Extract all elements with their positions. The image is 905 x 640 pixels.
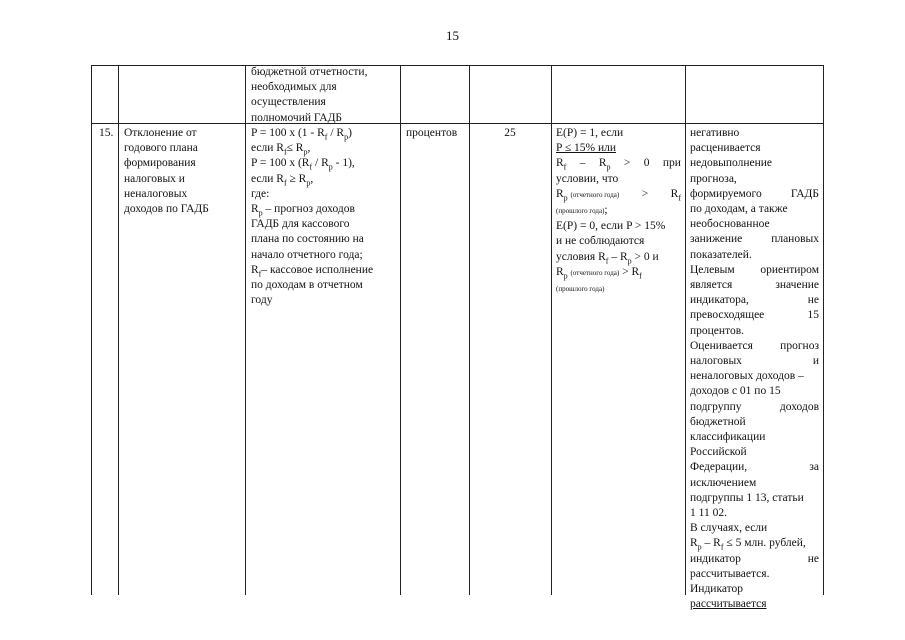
formula-line-11: по доходам в отчетном: [251, 279, 363, 292]
text-fragment: ): [348, 127, 352, 139]
subscript: f: [258, 269, 262, 279]
text-fragment: R: [556, 187, 564, 200]
condition-line-3: [556, 156, 681, 171]
subscript: p: [303, 147, 308, 157]
comment-line-12: [690, 293, 819, 308]
text-fragment: >: [623, 157, 631, 170]
text-fragment: 0: [643, 157, 650, 170]
subscript: p: [627, 255, 632, 265]
condition-line-2: P ≤ 15% или: [556, 142, 617, 155]
row-divider: [91, 123, 823, 124]
comment-line-3: недовыполнение: [690, 157, 773, 170]
comment-line-27: В случаях, если: [690, 522, 768, 535]
col-border-1: [118, 65, 119, 595]
subscript: p: [563, 271, 568, 281]
subscript: f: [678, 193, 681, 203]
text-fragment: индикатора,: [690, 294, 749, 307]
text-fragment: R: [251, 263, 259, 276]
text-fragment: (отчетного года): [570, 190, 620, 199]
text-fragment: R: [670, 187, 679, 200]
comment-line-6: по доходам, а также: [690, 203, 788, 216]
comment-line-16: [690, 354, 819, 369]
text-fragment: занижение: [690, 233, 743, 246]
condition-line-5: [556, 187, 681, 203]
subscript: f: [283, 177, 287, 187]
text-fragment: > 0 и: [634, 250, 659, 263]
calculation-formula: [251, 126, 397, 308]
subscript: p: [344, 132, 349, 142]
condition-line-9: [556, 250, 681, 265]
text-fragment: / R: [315, 157, 329, 170]
comment-line-13: [690, 308, 819, 323]
comment-line-2: расценивается: [690, 142, 761, 155]
text-fragment: P = 100 x (1 - R: [251, 127, 325, 139]
subscript: p: [328, 162, 333, 172]
text-fragment: ГАДБ: [790, 187, 819, 200]
text-fragment: и: [812, 355, 819, 368]
text-fragment: налоговых: [690, 355, 742, 368]
comment-line-23: [690, 460, 819, 475]
comment-line-19: [690, 400, 819, 415]
formula-line-6: [251, 202, 397, 217]
comment-line-18: доходов с 01 по 15: [690, 385, 781, 398]
col-border-4: [469, 65, 470, 595]
subscript: p: [306, 177, 311, 187]
text-fragment: индикатор: [690, 552, 741, 565]
subscript: p: [563, 193, 568, 203]
comment-line-32: рассчитывается: [690, 598, 767, 611]
col-border-5: [551, 65, 552, 595]
formula-line-3: [251, 156, 397, 171]
formula-line-8: плана по состоянию на: [251, 233, 364, 246]
text-fragment: Федерации,: [690, 461, 748, 474]
formula-line-9: начало отчетного года;: [251, 248, 363, 261]
subscript: p: [258, 208, 263, 218]
comment-line-11: [690, 278, 819, 293]
comment-line-14: процентов.: [690, 324, 744, 337]
text-fragment: формируемого: [690, 187, 762, 200]
formula-line-5: где:: [251, 187, 270, 200]
text-fragment: ≤ 5 млн. рублей,: [726, 537, 806, 550]
condition-line-8: и не соблюдаются: [556, 235, 645, 248]
formula-continuation: бюджетной отчетности, необходимых для осуществления полномочий ГАДБ: [251, 66, 368, 124]
text-fragment: не: [807, 294, 819, 307]
text-fragment: –: [579, 157, 586, 170]
text-fragment: – кассовое исполнение: [261, 263, 374, 276]
text-fragment: подгруппу: [690, 400, 742, 413]
text-fragment: плановых: [771, 233, 819, 246]
text-fragment: ;: [604, 204, 608, 217]
comment-line-28: [690, 536, 819, 551]
text-fragment: R: [251, 203, 259, 216]
subscript: p: [697, 542, 702, 552]
comment-line-30: рассчитывается.: [690, 567, 770, 580]
text-fragment: (прошлого года): [556, 207, 605, 216]
text-fragment: [556, 187, 619, 203]
subscript: f: [605, 255, 609, 265]
comment-line-26: 1 11 02.: [690, 507, 727, 520]
comment-line-9: показателей.: [690, 248, 752, 261]
text-fragment: 15: [807, 309, 819, 322]
text-fragment: [599, 156, 611, 171]
subscript: f: [324, 132, 328, 142]
text-fragment: [556, 156, 566, 171]
text-fragment: не: [807, 552, 819, 565]
text-fragment: за: [809, 461, 819, 474]
subscript: f: [309, 162, 313, 172]
text-fragment: является: [690, 279, 733, 292]
col-border-2: [245, 65, 246, 595]
col-border-6: [685, 65, 686, 595]
text-fragment: (отчетного года): [570, 268, 620, 277]
formula-line-10: [251, 263, 397, 278]
comment-line-17: неналоговых доходов –: [690, 370, 804, 383]
formula-line-4: [251, 172, 397, 187]
text-fragment: >: [641, 187, 649, 200]
comment-line-15: [690, 339, 819, 354]
comment-line-29: [690, 552, 819, 567]
text-fragment: R: [556, 265, 564, 278]
text-fragment: если R: [251, 172, 284, 185]
formula-line-7: ГАДБ для кассового: [251, 218, 350, 231]
text-fragment: Целевым: [690, 263, 735, 276]
comment-line-4: прогноза,: [690, 172, 737, 185]
condition-line-7: E(P) = 0, если P > 15%: [556, 220, 666, 233]
text-fragment: ,: [310, 172, 314, 185]
comment-cell: [690, 126, 819, 613]
comment-line-1: негативно: [690, 127, 740, 139]
comment-line-21: классификации: [690, 431, 766, 444]
page-number: 15: [446, 28, 459, 43]
condition-line-10: [556, 265, 681, 281]
col-border-7: [823, 65, 824, 595]
text-fragment: ≥ R: [289, 172, 307, 185]
text-fragment: условия R: [556, 250, 606, 263]
text-fragment: – прогноз доходов: [262, 203, 355, 216]
formula-line-2: [251, 141, 397, 156]
comment-line-10: [690, 263, 819, 278]
evaluation-condition: [556, 126, 681, 297]
text-fragment: [671, 187, 681, 203]
text-fragment: R: [556, 157, 564, 170]
text-fragment: P = 100 x (R: [251, 157, 310, 170]
condition-line-11: [556, 281, 681, 297]
text-fragment: превосходящее: [690, 309, 765, 322]
comment-line-31: Индикатор: [690, 583, 744, 596]
text-fragment: Оценивается: [690, 339, 753, 352]
indicator-name: Отклонение от годового плана формирования налоговых и неналоговых доходов по ГАДБ: [124, 127, 209, 216]
comment-line-20: бюджетной: [690, 415, 746, 428]
text-fragment: – R: [704, 537, 721, 550]
condition-line-6: [556, 203, 681, 219]
comment-line-5: [690, 187, 819, 202]
text-fragment: доходов: [779, 400, 819, 413]
text-fragment: ≤ R: [286, 142, 304, 155]
subscript: f: [563, 162, 567, 172]
text-fragment: (прошлого года): [556, 285, 605, 294]
comment-line-25: подгруппы 1 13, статьи: [690, 491, 804, 504]
text-fragment: – R: [611, 250, 628, 263]
text-fragment: ориентиром: [760, 263, 819, 276]
text-fragment: прогноз: [780, 339, 819, 352]
text-fragment: R: [598, 157, 607, 170]
subscript: f: [720, 542, 724, 552]
col-border-0: [91, 65, 92, 595]
formula-line-12: году: [251, 294, 273, 307]
max-score: 25: [504, 127, 516, 139]
subscript: p: [606, 162, 611, 172]
text-fragment: > R: [622, 265, 640, 278]
text-fragment: при: [662, 157, 681, 170]
text-fragment: / R: [330, 127, 345, 139]
text-fragment: R: [690, 537, 698, 550]
table-top-border: [91, 65, 823, 66]
subscript: f: [639, 271, 642, 281]
unit-of-measure: процентов: [406, 127, 458, 139]
subscript: f: [283, 147, 287, 157]
comment-line-7: необоснованное: [690, 218, 770, 231]
condition-line-4: условии, что: [556, 172, 619, 185]
comment-line-24: исключением: [690, 476, 757, 489]
text-fragment: ,: [307, 142, 311, 155]
comment-line-22: Российской: [690, 446, 747, 459]
row-number: 15.: [99, 127, 114, 139]
text-fragment: значение: [775, 279, 819, 292]
text-fragment: - 1),: [332, 157, 355, 170]
col-border-3: [400, 65, 401, 595]
comment-line-8: [690, 232, 819, 247]
formula-line-1: [251, 126, 397, 141]
condition-line-1: E(P) = 1, если: [556, 127, 624, 139]
text-fragment: если R: [251, 142, 284, 155]
